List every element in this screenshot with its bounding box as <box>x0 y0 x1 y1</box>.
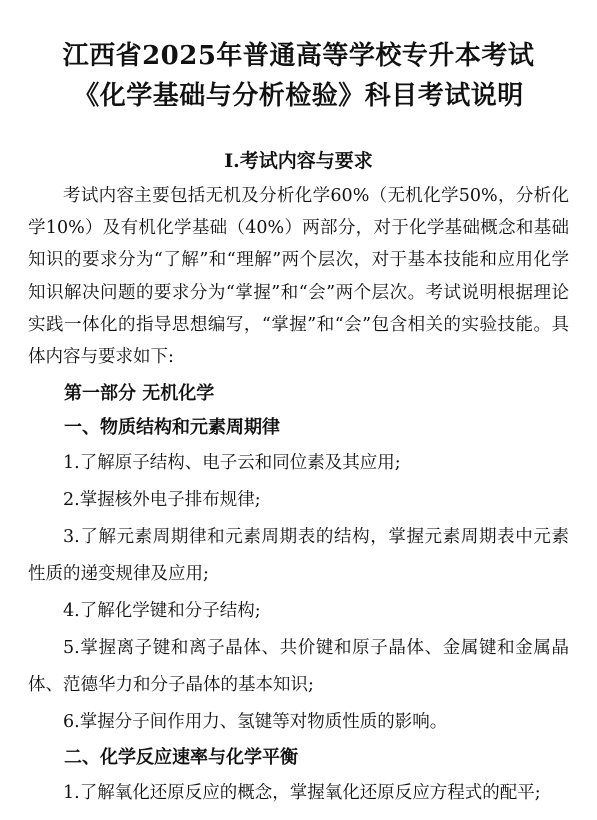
part-heading: 第一部分 无机化学 <box>64 383 215 405</box>
section-heading: Ⅰ.考试内容与要求 <box>224 150 373 172</box>
chapter-heading: 一、物质结构和元素周期律 <box>64 417 280 439</box>
list-item: 1.了解氧化还原反应的概念，掌握氧化还原反应方程式的配平; <box>63 783 541 804</box>
title-line-1: 江西省2025年普通高等学校专升本考试 <box>62 41 535 71</box>
list-item: 6.掌握分子间作用力、氢键等对物质性质的影响。 <box>63 712 448 733</box>
intro-paragraph: 考试内容主要包括无机及分析化学60%（无机化学50%，分析化学10%）及有机化学基础（40%）两部分，对于化学基础概念和基础知识的要求分为“了解”和“理解”两个层次，对于基本技能和应用化学知识解决问题的要求分为“掌握”和“会”两个层次。考试说明根据理论实践一体化的指导思想编写，“掌握”和“会”包含相关的实验技能。具体内容与要求如下: <box>28 186 569 368</box>
list-item: 2.掌握核外电子排布规律; <box>63 490 261 511</box>
title-line-2: 《化学基础与分析检验》科目考试说明 <box>73 81 524 111</box>
chapter-heading: 二、化学反应速率与化学平衡 <box>64 747 298 769</box>
list-item: 3.了解元素周期律和元素周期表的结构，掌握元素周期表中元素性质的递变规律及应用; <box>28 527 569 585</box>
list-item: 1.了解原子结构、电子云和同位素及其应用; <box>63 453 401 474</box>
document-title <box>28 36 569 116</box>
list-item: 5.掌握离子键和离子晶体、共价键和原子晶体、金属键和金属晶体、范德华力和分子晶体的基本知识; <box>28 638 569 696</box>
list-item: 4.了解化学键和分子结构; <box>63 601 261 622</box>
